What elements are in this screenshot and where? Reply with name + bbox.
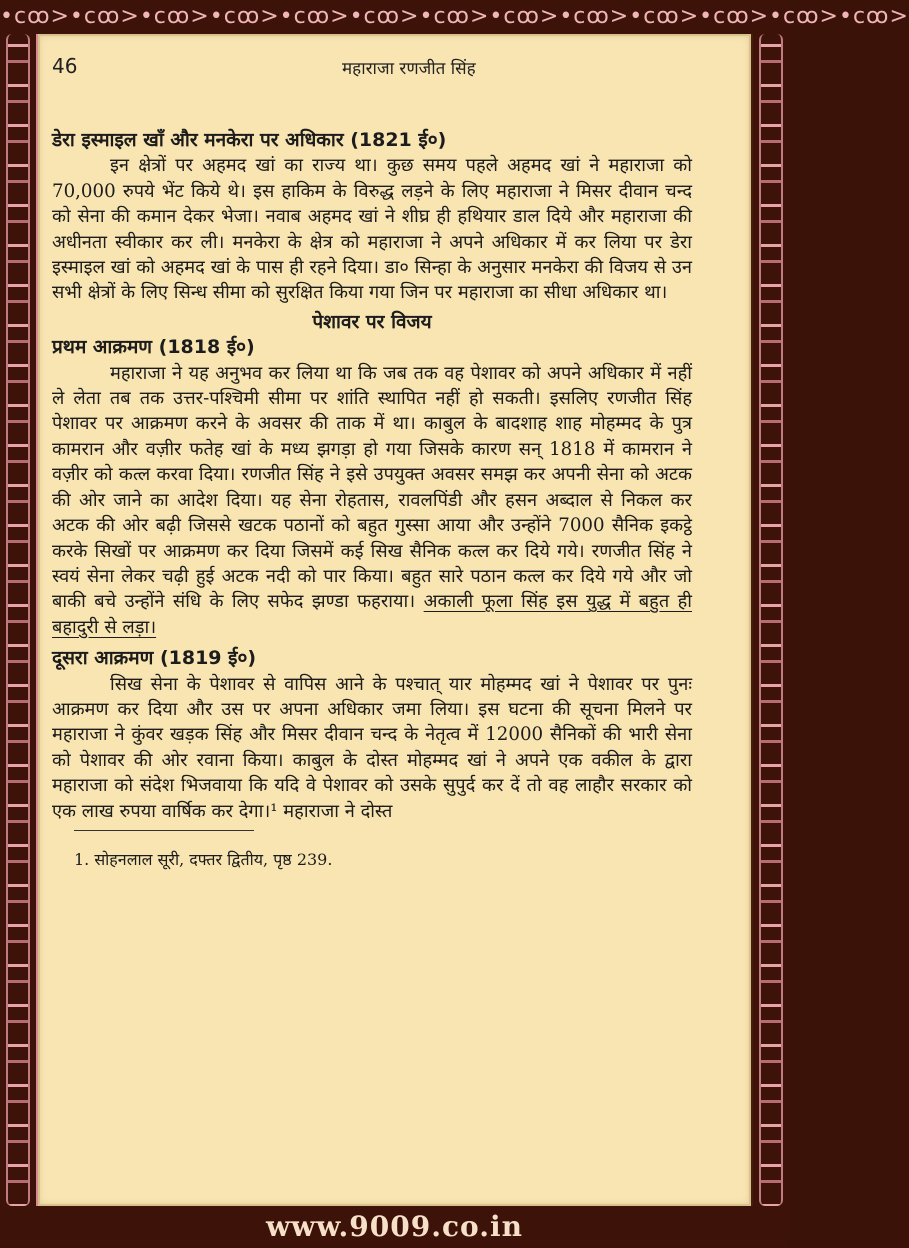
section-heading-peshawar: पेशावर पर विजय: [312, 310, 432, 333]
running-title: महाराजा रणजीत सिंह: [342, 59, 476, 79]
section-heading-dera-ismail-khan: डेरा इस्माइल खाँ और मनकेरा पर अधिकार (1821 ई०): [52, 129, 447, 151]
website-watermark[interactable]: www.9009.co.in: [266, 1210, 523, 1243]
paragraph-second-attack: सिख सेना के पेशावर से वापिस आने के पश्चात् यार मोहम्मद खां ने पेशावर पर पुनः आक्रमण कर दिया और उस पर अपना अधिकार जमा लिया। इस घटना की सूचना मिलने पर महाराजा ने कुंवर खड़क सिंह और मिसर दीवान चन्द के नेतृत्व में 12000 सैनिकों की भारी सेना को पेशावर की ओर रवाना किया। काबुल के दोस्त मोहम्मद खां ने अपने एक वकील के द्वारा महाराजा को संदेश भिजवाया कि यदि वे पेशावर को उसके सुपुर्द कर दें तो वह लाहौर सरकार को एक लाख रुपया वार्षिक कर देगा।¹ महाराजा ने दोस्त: [52, 673, 692, 822]
page-body: [52, 128, 692, 888]
footnote: 1. सोहनलाल सूरी, दफ्तर द्वितीय, पृष्ठ 239.: [74, 849, 333, 869]
page-number: 46: [52, 54, 78, 78]
subheading-second-attack: दूसरा आक्रमण (1819 ई०): [52, 647, 257, 670]
paragraph-dera-ismail-khan: इन क्षेत्रों पर अहमद खां का राज्य था। कुछ समय पहले अहमद खां ने महाराजा को 70,000 रुपये भेंट किये थे। इस हाकिम के विरुद्ध लड़ने के लिए महाराजा ने मिसर दीवान चन्द को सेना की कमान देकर भेजा। नवाब अहमद खां ने शीघ्र ही हथियार डाल दिये और महाराजा की अधीनता स्वीकार कर ली। मनकेरा के क्षेत्र को महाराजा ने अपने अधिकार में कर लिया पर डेरा इस्माइल खां को अहमद खां के पास ही रहने दिया। डा० सिन्हा के अनुसार मनकेरा की विजय से उन सभी क्षेत्रों के लिए सिन्ध सीमा को सुरक्षित किया गया जिन पर महाराजा का सीधा अधिकार था।: [52, 155, 692, 304]
border-ornament-left: [0, 34, 36, 1206]
border-ornament-right: [753, 34, 789, 1206]
first-attack-text: महाराजा ने यह अनुभव कर लिया था कि जब तक वह पेशावर को अपने अधिकार में नहीं ले लेता तब तक उत्तर-पश्चिमी सीमा पर शांति स्थापित नहीं हो सकती। इसलिए रणजीत सिंह पेशावर पर आक्रमण करने के अवसर की ताक में था। काबुल के बादशाह शाह मोहम्मद के पुत्र कामरान और वज़ीर फतेह खां के मध्य झगड़ा हो गया जिसके कारण सन् 1818 में कामरान ने वज़ीर को कत्ल करवा दिया। रणजीत सिंह ने इसे उपयुक्त अवसर समझ कर अपनी सेना को अटक की ओर जाने का आदेश दिया। यह सेना रोहतास, रावलपिंडी और हसन अब्दाल से निकल कर अटक की ओर बढ़ी जिससे खटक पठानों को बहुत गुस्सा आया और उन्होंने 7000 सैनिक इकट्ठे करके सिखों पर आक्रमण कर दिया जिसमें कई सिख सैनिक कत्ल कर दिये गये। रणजीत सिंह ने स्वयं सेना लेकर चढ़ी हुई अटक नदी को पार किया। बहुत सारे पठान कत्ल कर दिये गये और जो बाकी बचे उन्होंने संधि के लिए सफेद झण्डा फहराया।: [52, 362, 692, 613]
paragraph-first-attack: [52, 361, 692, 640]
subheading-first-attack: प्रथम आक्रमण (1818 ई०): [52, 336, 255, 359]
page-header: [52, 48, 749, 78]
border-ornament-top: •cꝏ>•cꝏ>•cꝏ>•cꝏ>•cꝏ>•cꝏ>•cꝏ>•cꝏ>•cꝏ>•cꝏ>•cꝏ>•cꝏ>•cꝏ>: [0, 0, 789, 34]
underlined-sentence: अकाली फूला सिंह इस युद्ध में बहुत ही बहादुरी से लड़ा।: [52, 591, 692, 638]
footnote-rule: [74, 830, 254, 831]
